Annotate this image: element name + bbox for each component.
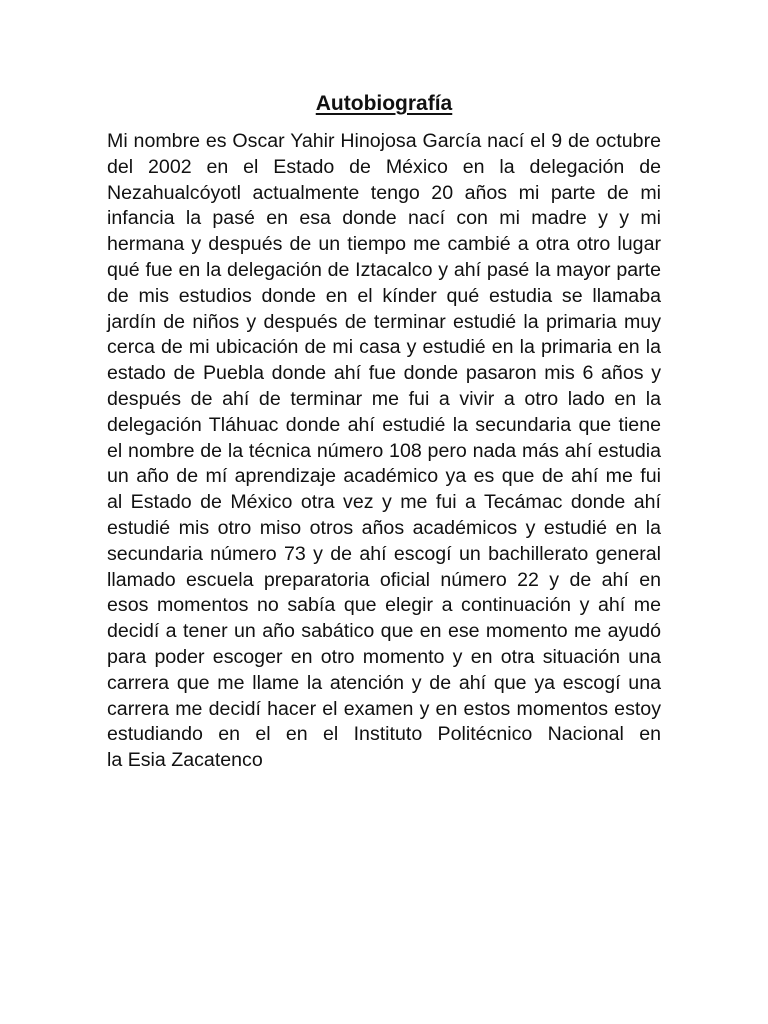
body-line: un año de mí aprendizaje académico ya es que de ahí me fui [107,465,661,488]
body-line: esos momentos no sabía que elegir a continuación y ahí me [107,594,661,617]
body-line: llamado escuela preparatoria oficial número 22 y de ahí en [107,568,661,591]
body-line: secundaria número 73 y de ahí escogí un bachillerato general [107,542,661,565]
body-line: carrera que me llame la atención y de ahí que ya escogí una [107,671,661,694]
body-line: Mi nombre es Oscar Yahir Hinojosa García nací el 9 de octubre [107,130,661,152]
body-line: del 2002 en el Estado de México en la delegación de [107,155,661,178]
body-line: cerca de mi ubicación de mi casa y estudié en la primaria en la [107,336,661,359]
body-line: delegación Tláhuac donde ahí estudié la secundaria que tiene [107,413,661,436]
body-line: estudié mis otro miso otros años académicos y estudié en la [107,516,661,539]
body-line: de mis estudios donde en el kínder qué estudia se llamaba [107,284,661,307]
body-line: hermana y después de un tiempo me cambié a otra otro lugar [107,233,661,256]
body-line: Nezahualcóyotl actualmente tengo 20 años mi parte de mi [107,181,661,204]
body-line: al Estado de México otra vez y me fui a Tecámac donde ahí [107,491,661,514]
document-body [107,129,661,774]
body-line: después de ahí de terminar me fui a vivir a otro lado en la [107,387,661,410]
body-line: decidí a tener un año sabático que en ese momento me ayudó [107,620,661,643]
body-line: el nombre de la técnica número 108 pero nada más ahí estudia [107,439,661,462]
body-line: carrera me decidí hacer el examen y en estos momentos estoy [107,697,661,720]
body-line: jardín de niños y después de terminar estudié la primaria muy [107,310,661,333]
body-line: estado de Puebla donde ahí fue donde pasaron mis 6 años y [107,362,661,385]
body-line: estudiando en el en el Instituto Politécnico Nacional en [107,723,661,746]
body-line: qué fue en la delegación de Iztacalco y ahí pasé la mayor parte [107,258,661,281]
body-line: para poder escoger en otro momento y en otra situación una [107,645,661,668]
body-line: infancia la pasé en esa donde nací con mi madre y y mi [107,207,661,230]
document-title: Autobiografía [315,92,453,115]
body-line: la Esia Zacatenco [107,749,263,772]
